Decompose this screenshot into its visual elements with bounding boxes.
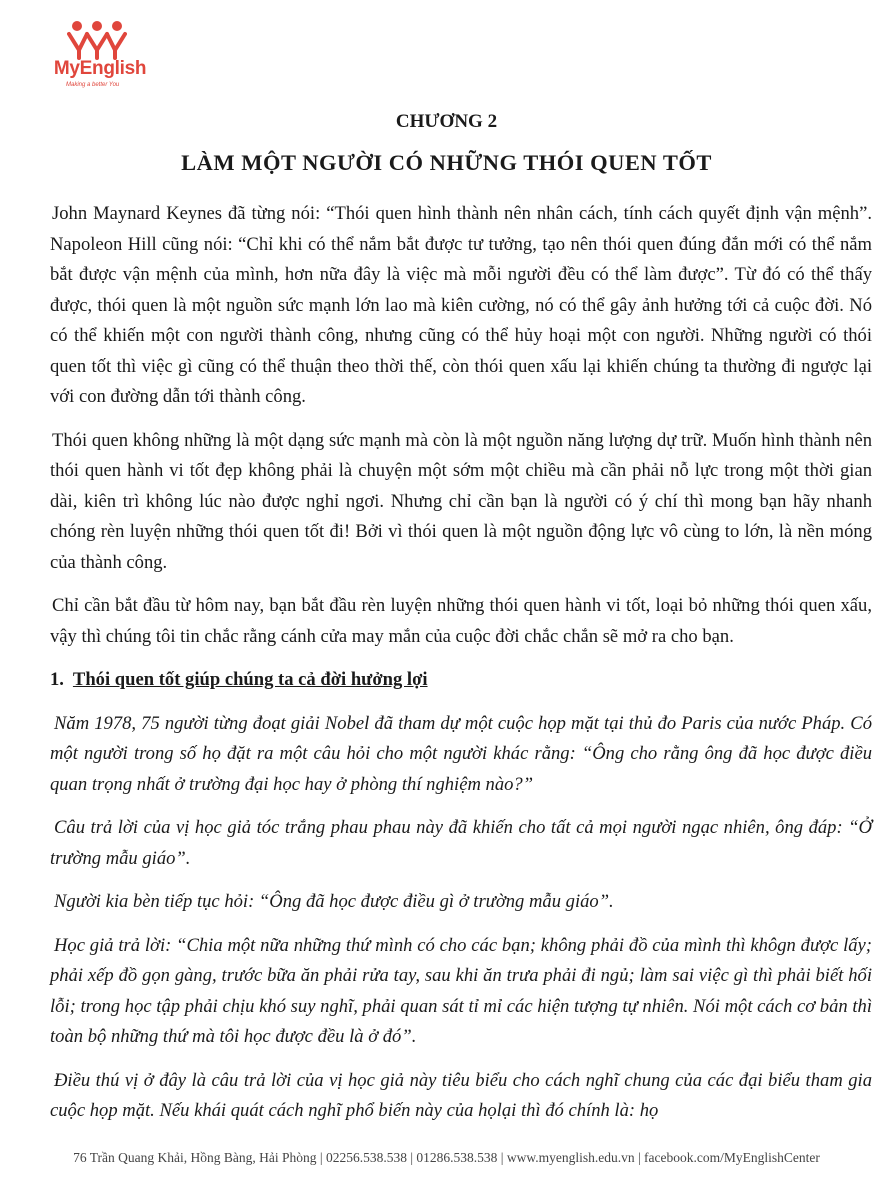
- paragraph: John Maynard Keynes đã từng nói: “Thói quen hình thành nên nhân cách, tính cách quyết định vận mệnh”. Napoleon Hill cũng nói: “Chỉ khi có thể nắm bắt được tư tưởng, tạo nên thói quen đúng đắn mới có thể nắm bắt được vận mệnh của mình, hơn nữa đây là việc mà mỗi người đều có thể làm được”. Từ đó có thể thấy được, thói quen là một nguồn sức mạnh lớn lao mà kiên cường, nó có thể gây ảnh hưởng tới cả cuộc đời. Nó có thể khiến một con người thành công, nhưng cũng có thể hủy hoại một con người. Những người có thói quen tốt thì việc gì cũng có thể thuận theo thời thế, còn thói quen xấu lại khiến chúng ta thường đi ngược lại với con đường dẫn tới thành công.: [50, 203, 872, 407]
- story-paragraph: Năm 1978, 75 người từng đoạt giải Nobel đã tham dự một cuộc họp mặt tại thủ đo Paris của nước Pháp. Có một người trong số họ đặt ra một câu hỏi cho một người khác rằng: “Ông cho rằng ông đã học được điều quan trọng nhất ở trường đại học hay ở phòng thí nghiệm nào?”: [50, 712, 872, 795]
- story-paragraph: Người kia bèn tiếp tục hỏi: “Ông đã học được điều gì ở trường mẫu giáo”.: [54, 891, 614, 912]
- chapter-label: CHƯƠNG 2: [395, 111, 498, 132]
- section-heading: [50, 665, 872, 696]
- story-paragraph: Điều thú vị ở đây là câu trả lời của vị học giả này tiêu biểu cho cách nghĩ chung của các đại biểu tham gia cuộc họp mặt. Nếu khái quát cách nghĩ phổ biến này của họlại thì đó chính là: họ: [50, 1069, 872, 1121]
- page-footer: 76 Trần Quang Khải, Hồng Bàng, Hải Phòng | 02256.538.538 | 01286.538.538 | www.myenglish.edu.vn | facebook.com/MyEnglishCenter: [73, 1150, 820, 1165]
- document-body: [50, 199, 872, 1127]
- brand-logo: [50, 18, 150, 88]
- brand-name: MyEnglish: [53, 58, 147, 79]
- story-paragraph: Câu trả lời của vị học giả tóc trắng phau phau này đã khiến cho tất cả mọi người ngạc nhiên, ông đáp: “Ở trường mẫu giáo”.: [50, 817, 872, 869]
- page-title: LÀM MỘT NGƯỜI CÓ NHỮNG THÓI QUEN TỐT: [181, 150, 712, 175]
- paragraph: Thói quen không những là một dạng sức mạnh mà còn là một nguồn năng lượng dự trữ. Muốn hình thành nên thói quen hành vi tốt đẹp không phải là chuyện một sớm một chiều mà cần phải nỗ lực trong một thời gian dài, kiên trì không lúc nào được nghỉ ngơi. Nhưng chỉ cần bạn là người có ý chí thì mong bạn hãy nhanh chóng rèn luyện những thói quen tốt đi! Bởi vì thói quen là một nguồn động lực vô cùng to lớn, là nền móng của thành công.: [50, 429, 872, 573]
- people-logo-icon: [67, 20, 127, 60]
- story-paragraph: Học giả trả lời: “Chia một nữa những thứ mình có cho các bạn; không phải đồ của mình thì khôgn được lấy; phải xếp đồ gọn gàng, trước bữa ăn phải rửa tay, sau khi ăn trưa phải đi ngủ; làm sai việc gì thì phải biết hối lỗi; trong học tập phải chịu khó suy nghĩ, phải quan sát tỉ mỉ các hiện tượng tự nhiên. Nói một cách cơ bản thì toàn bộ những thứ mà tôi học được đều là ở đó”.: [50, 934, 872, 1047]
- paragraph: Chỉ cần bắt đầu từ hôm nay, bạn bắt đầu rèn luyện những thói quen hành vi tốt, loại bỏ những thói quen xấu, vậy thì chúng tôi tin chắc rằng cánh cửa may mắn của cuộc đời chắc chắn sẽ mở ra cho bạn.: [50, 595, 872, 647]
- section-number: 1.: [50, 669, 64, 690]
- brand-tagline: Making a better You: [66, 82, 120, 88]
- section-heading-text: Thói quen tốt giúp chúng ta cả đời hưởng lợi: [72, 669, 428, 690]
